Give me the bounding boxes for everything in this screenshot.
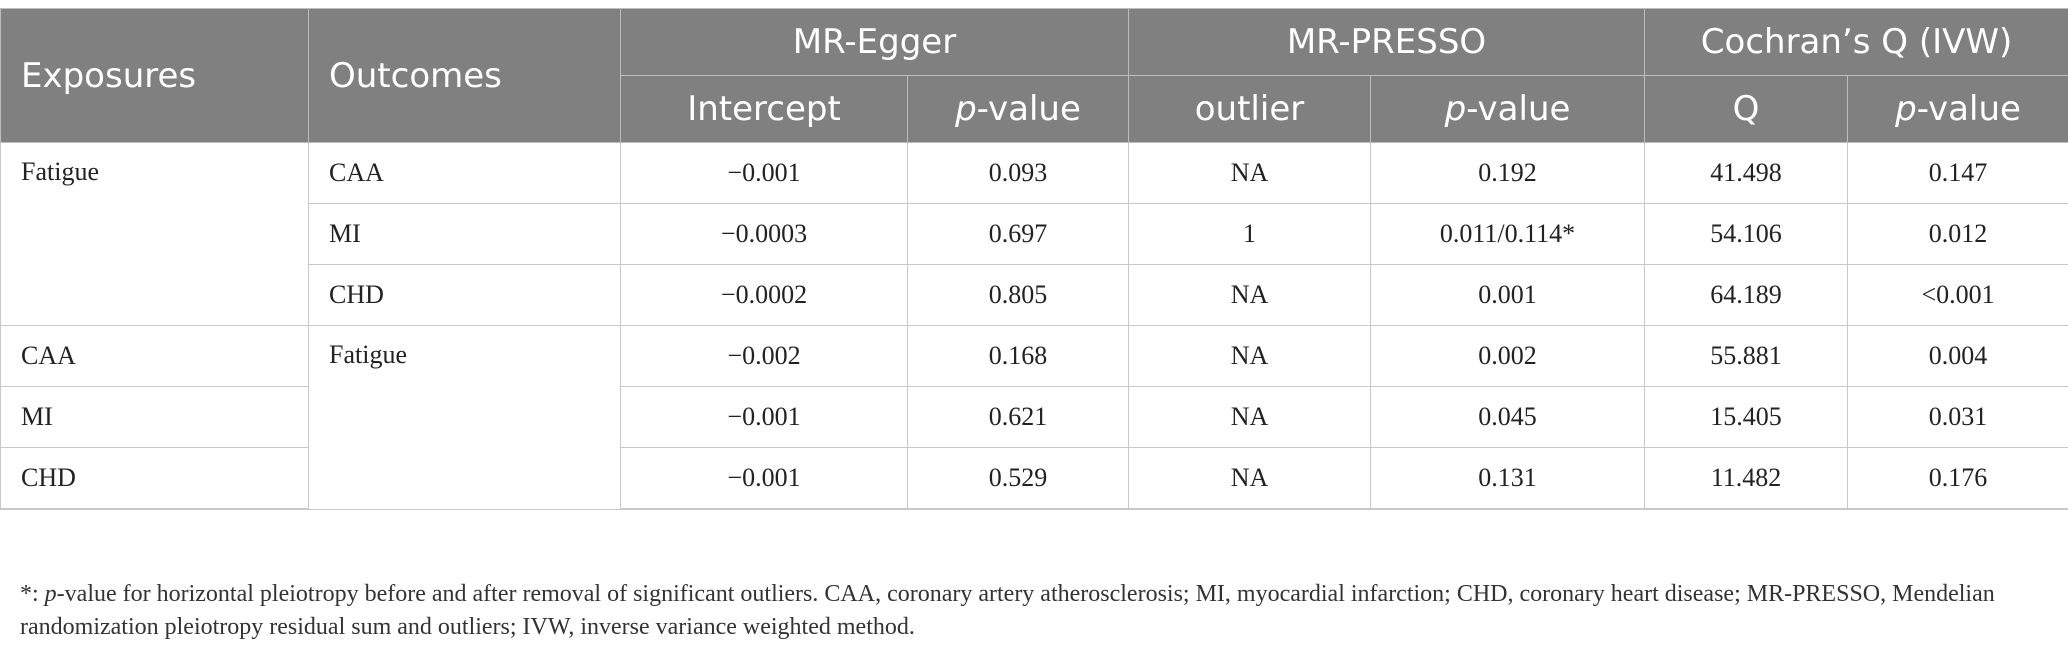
cell-q: 11.482 xyxy=(1645,448,1848,510)
cell-outlier: NA xyxy=(1129,387,1371,448)
table-container xyxy=(0,8,2068,510)
header-outlier: outlier xyxy=(1129,76,1371,143)
cell-outcome: Fatigue xyxy=(309,326,621,510)
cell-egger-p: 0.093 xyxy=(908,143,1129,204)
table-header xyxy=(1,9,2068,143)
cell-q-p: 0.031 xyxy=(1848,387,2068,448)
header-outcomes: Outcomes xyxy=(309,9,621,143)
table-footnote xyxy=(20,578,2020,644)
footnote-text: -value for horizontal pleiotropy before and after removal of significant outliers. CAA, coronary artery atherosclerosis; MI, myocardial infarction; CHD, coronary heart disease; MR-PRESSO, Mendelian randomization pleiotropy residual sum and outliers; IVW, inverse variance weighted method. xyxy=(20,581,1995,640)
cell-q-p: 0.147 xyxy=(1848,143,2068,204)
cell-q-p: 0.176 xyxy=(1848,448,2068,510)
table-row xyxy=(1,326,2068,387)
header-mr-presso: MR-PRESSO xyxy=(1129,9,1645,76)
cell-egger-p: 0.805 xyxy=(908,265,1129,326)
footnote-p-italic: p xyxy=(44,581,57,607)
cell-outlier: 1 xyxy=(1129,204,1371,265)
cell-q-p: <0.001 xyxy=(1848,265,2068,326)
header-mr-egger: MR-Egger xyxy=(621,9,1129,76)
cell-q: 64.189 xyxy=(1645,265,1848,326)
cell-intercept: −0.0002 xyxy=(621,265,908,326)
header-presso-p-value: p-value xyxy=(1371,76,1645,143)
cell-presso-p: 0.192 xyxy=(1371,143,1645,204)
cell-outcome: CHD xyxy=(309,265,621,326)
header-q: Q xyxy=(1645,76,1848,143)
cell-outlier: NA xyxy=(1129,326,1371,387)
cell-q: 55.881 xyxy=(1645,326,1848,387)
cell-exposure: Fatigue xyxy=(1,143,309,326)
header-intercept: Intercept xyxy=(621,76,908,143)
header-egger-p-value: p-value xyxy=(908,76,1129,143)
results-table xyxy=(0,8,2068,510)
cell-outlier: NA xyxy=(1129,448,1371,510)
cell-q: 15.405 xyxy=(1645,387,1848,448)
cell-presso-p: 0.001 xyxy=(1371,265,1645,326)
cell-intercept: −0.0003 xyxy=(621,204,908,265)
cell-q-p: 0.004 xyxy=(1848,326,2068,387)
cell-exposure: MI xyxy=(1,387,309,448)
cell-egger-p: 0.697 xyxy=(908,204,1129,265)
header-exposures: Exposures xyxy=(1,9,309,143)
cell-egger-p: 0.621 xyxy=(908,387,1129,448)
cell-q: 54.106 xyxy=(1645,204,1848,265)
header-cochran-q: Cochran’s Q (IVW) xyxy=(1645,9,2068,76)
cell-egger-p: 0.529 xyxy=(908,448,1129,510)
cell-q-p: 0.012 xyxy=(1848,204,2068,265)
header-q-p-value: p-value xyxy=(1848,76,2068,143)
table-body xyxy=(1,143,2068,510)
footnote-prefix: *: xyxy=(20,581,45,607)
cell-intercept: −0.001 xyxy=(621,143,908,204)
cell-presso-p: 0.045 xyxy=(1371,387,1645,448)
cell-intercept: −0.002 xyxy=(621,326,908,387)
table-row xyxy=(1,265,2068,326)
cell-egger-p: 0.168 xyxy=(908,326,1129,387)
cell-outcome: MI xyxy=(309,204,621,265)
cell-exposure: CAA xyxy=(1,326,309,387)
cell-intercept: −0.001 xyxy=(621,387,908,448)
cell-outcome: CAA xyxy=(309,143,621,204)
cell-exposure: CHD xyxy=(1,448,309,510)
table-row xyxy=(1,204,2068,265)
cell-q: 41.498 xyxy=(1645,143,1848,204)
cell-outlier: NA xyxy=(1129,143,1371,204)
table-row xyxy=(1,143,2068,204)
cell-intercept: −0.001 xyxy=(621,448,908,510)
cell-outlier: NA xyxy=(1129,265,1371,326)
cell-presso-p: 0.011/0.114* xyxy=(1371,204,1645,265)
cell-presso-p: 0.002 xyxy=(1371,326,1645,387)
cell-presso-p: 0.131 xyxy=(1371,448,1645,510)
